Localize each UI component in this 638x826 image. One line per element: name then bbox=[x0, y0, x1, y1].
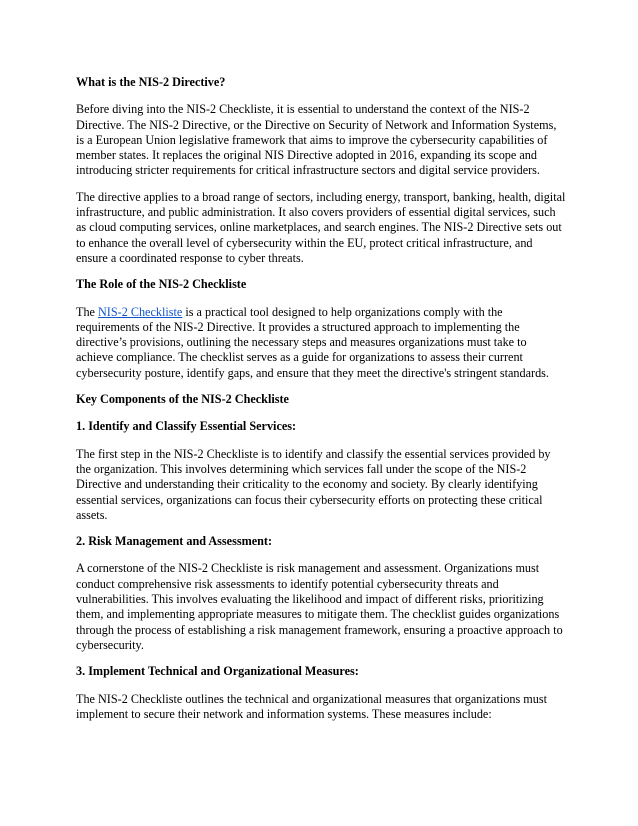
paragraph-scope: The directive applies to a broad range of sectors, including energy, transport, banking, health, digital infrastructure, and public administration. It also covers providers of essential digital services, such as cloud computing services, online marketplaces, and search engines. The NIS-2 Directive sets out to enhance the overall level of cybersecurity within the EU, protect critical infrastructure, and ensure a coordinated response to cyber threats. bbox=[76, 189, 566, 265]
section-heading-role: The Role of the NIS-2 Checkliste bbox=[76, 277, 247, 292]
item-text-measures: The NIS-2 Checkliste outlines the technical and organizational measures that organizations must implement to secure their network and information systems. These measures include: bbox=[76, 691, 548, 721]
section-heading-key-components: Key Components of the NIS-2 Checkliste bbox=[76, 392, 289, 407]
item-heading-measures: 3. Implement Technical and Organizational Measures: bbox=[76, 664, 359, 679]
nis2-checkliste-link[interactable]: NIS-2 Checkliste bbox=[98, 304, 183, 319]
section-heading-nis2-directive: What is the NIS-2 Directive? bbox=[76, 75, 226, 89]
paragraph-role-prefix: The bbox=[76, 304, 98, 319]
document-page bbox=[76, 75, 566, 733]
item-text-risk: A cornerstone of the NIS-2 Checkliste is risk management and assessment. Organizations must conduct comprehensive risk assessments to identify potential cybersecurity threats and vulnerabilities. This involves evaluating the likelihood and impact of different risks, prioritizing them, and implementing appropriate measures to mitigate them. The checklist guides organizations through the process of establishing a risk management framework, ensuring a proactive approach to cybersecurity. bbox=[76, 561, 563, 652]
paragraph-role bbox=[76, 305, 566, 381]
paragraph-role-suffix: is a practical tool designed to help organizations comply with the requirements of the NIS-2 Directive. It provides a structured approach to implementing the directive’s provisions, outlining the necessary steps and measures organizations must take to achieve compliance. The checklist serves as a guide for organizations to assess their current cybersecurity posture, identify gaps, and ensure that they meet the directive's stringent standards. bbox=[76, 304, 549, 380]
paragraph-intro: Before diving into the NIS-2 Checkliste, it is essential to understand the context of the NIS-2 Directive. The NIS-2 Directive, or the Directive on Security of Network and Information Systems, is a European Union legislative framework that aims to improve the cybersecurity capabilities of member states. It replaces the original NIS Directive adopted in 2016, expanding its scope and introducing stricter requirements for critical infrastructure sectors and digital service providers. bbox=[76, 102, 557, 178]
item-heading-identify: 1. Identify and Classify Essential Services: bbox=[76, 419, 297, 434]
item-text-identify: The first step in the NIS-2 Checkliste is to identify and classify the essential services provided by the organization. This involves determining which services fall under the scope of the NIS-2 Directive and understanding their criticality to the economy and society. By clearly identifying essential services, organizations can focus their cybersecurity efforts on protecting these critical assets. bbox=[76, 446, 551, 522]
item-heading-risk: 2. Risk Management and Assessment: bbox=[76, 534, 273, 549]
